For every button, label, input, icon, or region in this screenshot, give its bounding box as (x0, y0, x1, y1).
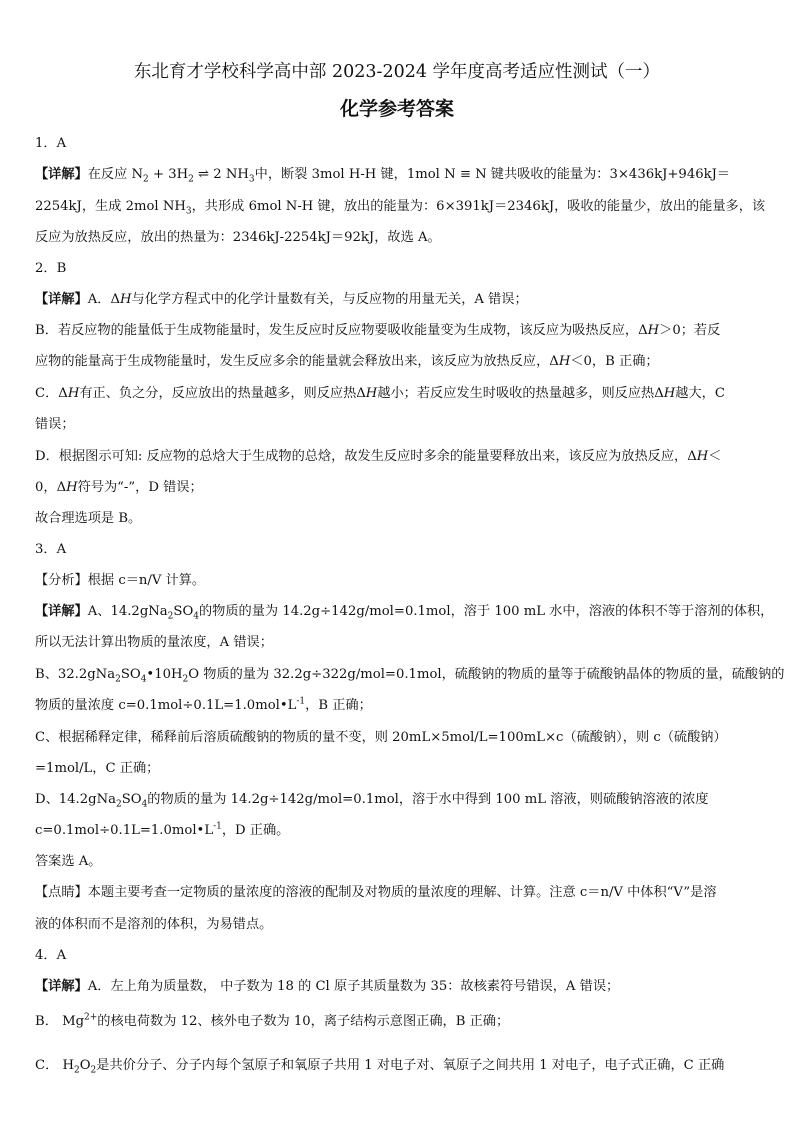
q3-line-2: 所以无法计算出物质的量浓度，A 错误； (35, 635, 273, 650)
q4-answer: 4．A (35, 948, 67, 963)
q3-line-3: B、$32.2gNa_2SO_4•10H_2O$ 物质的量为 32.2g÷322g/mol=0.1mol，硫酸钠的物质的量等于硫酸钠晶体的物质的量，硫酸钠的 (35, 667, 785, 685)
q4-line-2: B． $Mg^{2+}$的核电荷数为 12、核外电子数为 10，离子结构示意图正确，B 正确； (35, 1012, 510, 1029)
q3-note-1: 【点睛】本题主要考查一定物质的量浓度的溶液的配制及对物质的量浓度的理解、计算。注意 c＝n/V 中体积“V”是溶 (35, 885, 717, 900)
q3-line-8: $c=0.1mol\div 0.1L=1.0mol•L^{-1}$，D 正确。 (35, 821, 290, 838)
q4-line-1: 【详解】A．左上角为质量数， 中子数为 18 的 Cl 原子其质量数为 35：故核素符号错误，A 错误； (35, 979, 620, 994)
q1-tag: 【详解】 (35, 167, 88, 182)
q3-analysis: 【分析】根据 c＝n/V 计算。 (35, 573, 206, 588)
q1-line-3: 反应为放热反应，放出的热量为：2346kJ-2254kJ＝92kJ，故选 A。 (35, 230, 441, 245)
q3-line-1: 【详解】A、$14.2gNa_2SO_4$的物质的量为 14.2g÷142g/mol=0.1mol，溶于 100 mL 水中，溶液的体积不等于溶剂的体积， (35, 604, 774, 622)
q4-line-3: C． $H_2O_2$是共价分子、分子内每个氢原子和氧原子共用 1 对电子对、氧原子之间共用 1 对电子，电子式正确，C 正确 (35, 1058, 725, 1076)
q2-line-6: D．根据图示可知: 反应物的总焓大于生成物的总焓，故发生反应时多余的能量要释放出来，该反应为放热反应，ΔH＜ (35, 449, 722, 464)
document-title: 东北育才学校科学高中部 2023-2024 学年度高考适应性测试（一） (133, 62, 661, 82)
document-subtitle: 化学参考答案 (339, 98, 454, 120)
q3-answer: 3．A (35, 542, 67, 557)
q3-line-5: C、根据稀释定律，稀释前后溶质硫酸钠的物质的量不变，则 20mL×5mol/L=100mL×c（硫酸钠），则 c（硫酸钠） (35, 730, 727, 745)
q2-line-2: B．若反应物的能量低于生成物能量时，发生反应时反应物要吸收能量变为生成物，该反应为吸热反应，ΔH＞0；若反 (35, 323, 721, 338)
q3-line-7: D、$14.2gNa_2SO_4$的物质的量为 14.2g÷142g/mol=0.1mol，溶于水中得到 100 mL 溶液，则硫酸钠溶液的浓度 (35, 792, 709, 810)
q2-line-1: 【详解】A．ΔH与化学方程式中的化学计量数有关，与反应物的用量无关，A 错误； (35, 292, 528, 307)
q2-line-3: 应物的能量高于生成物能量时，发生反应多余的能量就会释放出来，该反应为放热反应，ΔH＜0，B 正确； (35, 354, 659, 369)
q2-answer: 2．B (35, 261, 67, 276)
q2-line-7: 0，ΔH符号为“-”，D 错误； (35, 480, 203, 495)
q1-line-1: 【详解】在反应 $N_2 + 3H_2$ ⇌ 2 $NH_3$中，断裂 3mol H-H 键，1mol N ≡ N 键共吸收的能量为：3×436kJ+946kJ＝ (35, 167, 731, 185)
q2-line-5: 错误； (35, 417, 75, 432)
q2-line-8: 故合理选项是 B。 (35, 511, 142, 526)
q3-note-2: 液的体积而不是溶剂的体积，为易错点。 (35, 917, 273, 932)
q3-line-4: 物质的量浓度 $c=0.1mol\div 0.1L=1.0mol•L^{-1}$，B 正确； (35, 696, 372, 713)
q3-line-9: 答案选 A。 (35, 854, 102, 869)
q1-line-2: 2254kJ，生成 2mol $NH_3$，共形成 6mol N-H 键，放出的能量为：6×391kJ＝2346kJ，吸收的能量少，放出的能量多，该 (35, 199, 766, 217)
q1-answer: 1．A (35, 136, 67, 151)
q2-line-4: C．ΔH有正、负之分，反应放出的热量越多，则反应热ΔH越小；若反应发生时吸收的热量越多，则反应热ΔH越大，C (35, 386, 725, 401)
q3-line-6: =1mol/L，C 正确； (35, 761, 160, 776)
